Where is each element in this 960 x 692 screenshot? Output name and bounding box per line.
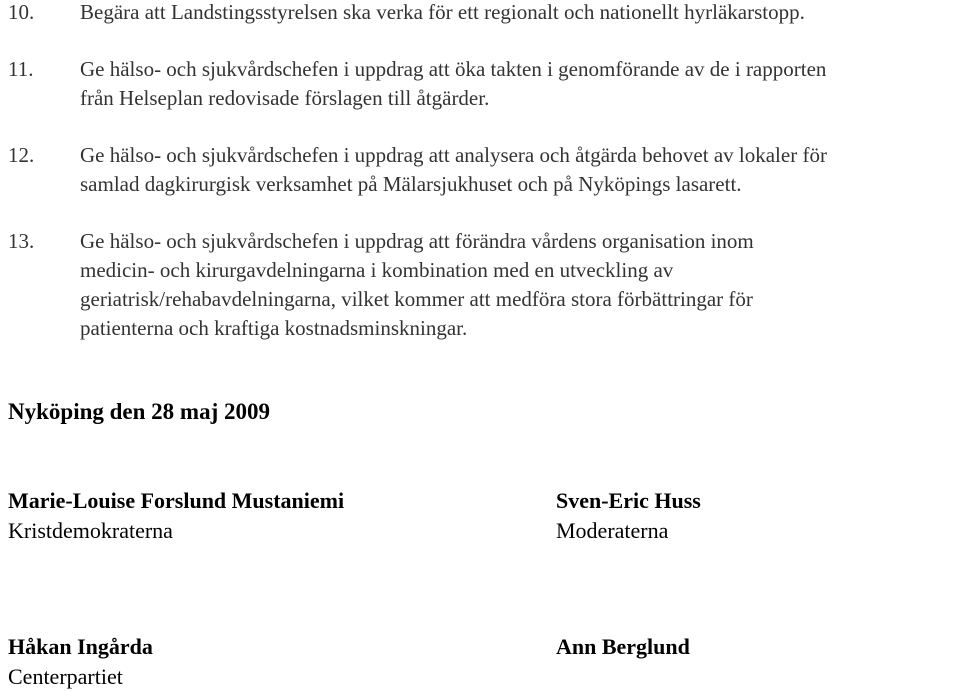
item-number: 11. [8,57,34,81]
item-number: 10. [8,0,35,24]
item-text [80,55,958,113]
signatory-block [556,486,701,546]
item-text-line: Begära att Landstingsstyrelsen ska verka för ett regionalt och nationellt hyrläkarstopp. [80,0,805,24]
item-text [80,141,958,199]
list-item-10 [8,0,958,27]
signatory-party: Kristdemokraterna [8,518,173,543]
item-number: 13. [8,229,35,253]
list-item-13 [8,227,958,343]
list-item-12 [8,141,958,199]
list-item-11 [8,55,958,113]
signatory-name: Sven-Eric Huss [556,488,701,513]
item-number: 12. [8,143,35,167]
item-text-line: patienterna och kraftiga kostnadsminskningar. [80,316,468,340]
item-text [80,0,958,27]
item-text-line: Ge hälso- och sjukvårdschefen i uppdrag att analysera och åtgärda behovet av lokaler för [80,143,827,167]
place-and-date: Nyköping den 28 maj 2009 [8,399,270,424]
signatory-block [8,632,153,692]
item-text-line: geriatrisk/rehabavdelningarna, vilket kommer att medföra stora förbättringar för [80,287,753,311]
item-text-line: medicin- och kirurgavdelningarna i kombination med en utveckling av [80,258,674,282]
signatory-party: Moderaterna [556,518,669,543]
item-text-line: från Helseplan redovisade förslagen till åtgärder. [80,86,490,110]
signatory-block [556,632,690,662]
item-text-line: Ge hälso- och sjukvårdschefen i uppdrag att öka takten i genomförande av de i rapporten [80,57,827,81]
signatory-party: Centerpartiet [8,664,123,689]
item-text-line: Ge hälso- och sjukvårdschefen i uppdrag att förändra vårdens organisation inom [80,229,754,253]
item-text-line: samlad dagkirurgisk verksamhet på Mälarsjukhuset och på Nyköpings lasarett. [80,172,742,196]
signatory-name: Håkan Ingårda [8,634,153,659]
item-text [80,227,958,343]
signatory-block [8,486,344,546]
signatory-name: Marie-Louise Forslund Mustaniemi [8,488,345,513]
signatory-name: Ann Berglund [556,634,690,659]
